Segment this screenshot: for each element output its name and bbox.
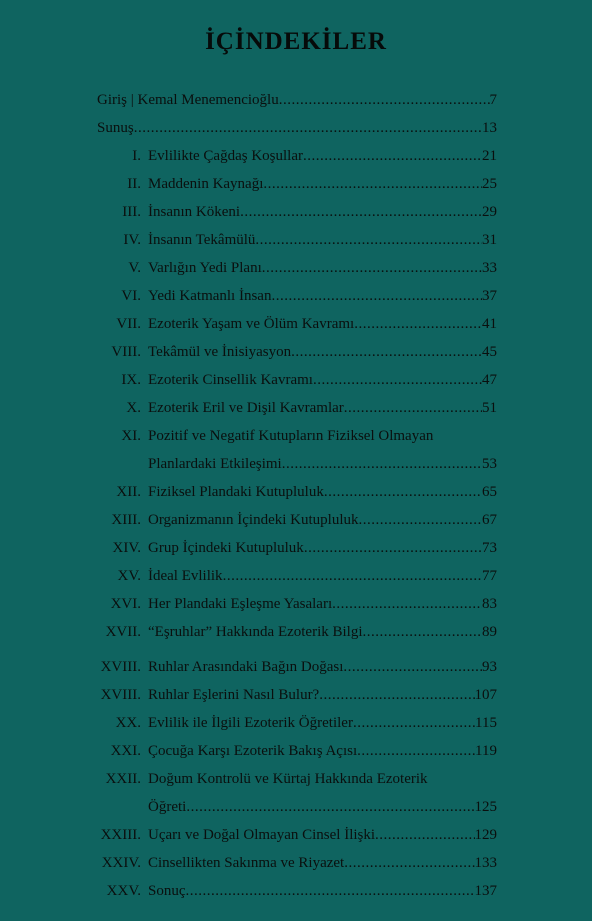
- dot-leader: [186, 793, 474, 821]
- toc-row: [97, 506, 497, 534]
- toc-page-number: 31: [482, 232, 497, 248]
- dot-leader: [291, 338, 482, 366]
- toc-page-number: 119: [475, 743, 497, 759]
- toc-row: [97, 709, 497, 737]
- chapter-numeral: V.: [128, 260, 141, 276]
- toc-row: [97, 478, 497, 506]
- toc-row: [97, 562, 497, 590]
- chapter-numeral: XVI.: [110, 596, 141, 612]
- chapter-numeral: XXII.: [105, 771, 141, 787]
- chapter-numeral: XXIII.: [100, 827, 141, 843]
- table-of-contents: [97, 86, 497, 905]
- chapter-numeral: XXV.: [106, 883, 141, 899]
- toc-entry-title: Ruhlar Arasındaki Bağın Doğası: [148, 659, 344, 675]
- dot-leader: [344, 394, 482, 422]
- toc-row: [97, 114, 497, 142]
- toc-page-number: 7: [489, 92, 497, 108]
- toc-row: [97, 394, 497, 422]
- dot-leader: [262, 254, 482, 282]
- toc-entry-title: Tekâmül ve İnisiyasyon: [148, 344, 292, 360]
- toc-page-number: 25: [482, 176, 497, 192]
- toc-row: [97, 590, 497, 618]
- dot-leader: [263, 170, 482, 198]
- toc-page-number: 67: [482, 512, 497, 528]
- dot-leader: [282, 450, 482, 478]
- toc-entry-title: Çocuğa Karşı Ezoterik Bakış Açısı: [148, 743, 358, 759]
- chapter-numeral: X.: [126, 400, 141, 416]
- chapter-numeral: XX.: [115, 715, 141, 731]
- toc-entry-title: Organizmanın İçindeki Kutupluluk: [148, 512, 359, 528]
- chapter-numeral: II.: [127, 176, 141, 192]
- toc-page-number: 65: [482, 484, 497, 500]
- dot-leader: [271, 282, 482, 310]
- toc-row: [97, 534, 497, 562]
- toc-entry-title: Yedi Katmanlı İnsan: [148, 288, 272, 304]
- toc-page-number: 89: [482, 624, 497, 640]
- dot-leader: [357, 737, 475, 765]
- toc-page-number: 33: [482, 260, 497, 276]
- dot-leader: [324, 478, 482, 506]
- toc-page-number: 45: [482, 344, 497, 360]
- dot-leader: [332, 590, 482, 618]
- toc-page-number: 37: [482, 288, 497, 304]
- dot-leader: [375, 821, 474, 849]
- dot-leader: [134, 114, 482, 142]
- chapter-numeral: XVII.: [105, 624, 141, 640]
- toc-row: [97, 653, 497, 681]
- toc-row: [97, 142, 497, 170]
- dot-leader: [313, 366, 482, 394]
- chapter-numeral: XVIII.: [100, 687, 141, 703]
- toc-page-number: 73: [482, 540, 497, 556]
- chapter-numeral: VII.: [116, 316, 141, 332]
- toc-row: [97, 422, 497, 478]
- toc-row: [97, 86, 497, 114]
- toc-page-number: 93: [482, 659, 497, 675]
- chapter-numeral: IX.: [121, 372, 141, 388]
- toc-entry-title: Fiziksel Plandaki Kutupluluk: [148, 484, 324, 500]
- toc-row: [97, 821, 497, 849]
- toc-page-number: 137: [474, 883, 497, 899]
- dot-leader: [343, 653, 482, 681]
- dot-leader: [359, 506, 482, 534]
- page-title: İÇİNDEKİLER: [205, 28, 387, 55]
- chapter-numeral: I.: [132, 148, 141, 164]
- dot-leader: [353, 709, 475, 737]
- toc-entry-title: Varlığın Yedi Planı: [148, 260, 262, 276]
- dot-leader: [354, 310, 482, 338]
- chapter-numeral: VIII.: [111, 344, 141, 360]
- toc-page-number: 125: [474, 799, 497, 815]
- toc-row: [97, 282, 497, 310]
- toc-entry-title: İdeal Evlilik: [148, 568, 223, 584]
- toc-page-number: 51: [482, 400, 497, 416]
- toc-entry-title: Sunuş: [97, 120, 134, 136]
- toc-entry-title: Ruhlar Eşlerini Nasıl Bulur?: [148, 687, 320, 703]
- toc-page-number: 41: [482, 316, 497, 332]
- chapter-numeral: XXIV.: [101, 855, 141, 871]
- toc-row: [97, 618, 497, 646]
- dot-leader: [223, 562, 482, 590]
- toc-entry-title: İnsanın Kökeni: [148, 204, 241, 220]
- toc-entry-title: Sonuç: [148, 883, 186, 899]
- toc-entry-title: Cinsellikten Sakınma ve Riyazet: [148, 855, 345, 871]
- toc-row: [97, 170, 497, 198]
- toc-entry-title: İnsanın Tekâmülü: [148, 232, 256, 248]
- toc-row: [97, 198, 497, 226]
- toc-entry-title: Giriş | Kemal Menemencioğlu: [97, 92, 279, 108]
- toc-row: [97, 226, 497, 254]
- toc-row: [97, 366, 497, 394]
- chapter-numeral: IV.: [123, 232, 141, 248]
- toc-row: [97, 338, 497, 366]
- toc-entry-title: Her Plandaki Eşleşme Yasaları: [148, 596, 333, 612]
- toc-page-number: 115: [475, 715, 497, 731]
- dot-leader: [304, 534, 482, 562]
- toc-page-number: 83: [482, 596, 497, 612]
- chapter-numeral: XII.: [116, 484, 141, 500]
- dot-leader: [255, 226, 482, 254]
- toc-row: [97, 254, 497, 282]
- chapter-numeral: XXI.: [110, 743, 141, 759]
- toc-page-number: 13: [482, 120, 497, 136]
- toc-entry-title: Grup İçindeki Kutupluluk: [148, 540, 304, 556]
- chapter-numeral: VI.: [121, 288, 141, 304]
- toc-entry-title: Evlilik ile İlgili Ezoterik Öğretiler: [148, 715, 353, 731]
- chapter-numeral: XIII.: [111, 512, 141, 528]
- toc-entry-title: Evlilikte Çağdaş Koşullar: [148, 148, 303, 164]
- chapter-numeral: XI.: [121, 428, 141, 444]
- toc-page-number: 133: [474, 855, 497, 871]
- toc-row: [97, 849, 497, 877]
- dot-leader: [344, 849, 474, 877]
- toc-page-number: 53: [482, 456, 497, 472]
- toc-entry-title: Ezoterik Yaşam ve Ölüm Kavramı: [148, 316, 355, 332]
- toc-entry-title: “Eşruhlar” Hakkında Ezoterik Bilgi: [148, 624, 363, 640]
- toc-row: [97, 310, 497, 338]
- dot-leader: [240, 198, 482, 226]
- toc-entry-title: Uçarı ve Doğal Olmayan Cinsel İlişki: [148, 827, 376, 843]
- toc-entry-title: Ezoterik Eril ve Dişil Kavramlar: [148, 400, 344, 416]
- toc-page-number: 21: [482, 148, 497, 164]
- toc-page-number: 29: [482, 204, 497, 220]
- dot-leader: [279, 86, 490, 114]
- toc-page-number: 77: [482, 568, 497, 584]
- toc-entry-title: Planlardaki Etkileşimi: [148, 456, 282, 472]
- dot-leader: [319, 681, 474, 709]
- toc-entry-title-line1: Doğum Kontrolü ve Kürtaj Hakkında Ezoterik: [148, 771, 428, 787]
- toc-row: [97, 681, 497, 709]
- dot-leader: [303, 142, 482, 170]
- chapter-numeral: XV.: [117, 568, 141, 584]
- chapter-numeral: XIV.: [112, 540, 141, 556]
- toc-page-number: 129: [474, 827, 497, 843]
- chapter-numeral: III.: [122, 204, 141, 220]
- toc-entry-title: Ezoterik Cinsellik Kavramı: [148, 372, 313, 388]
- toc-page-number: 107: [474, 687, 497, 703]
- dot-leader: [186, 877, 475, 905]
- toc-entry-title-line1: Pozitif ve Negatif Kutupların Fiziksel Olmayan: [148, 428, 434, 444]
- toc-row: [97, 737, 497, 765]
- dot-leader: [363, 618, 482, 646]
- toc-row: [97, 765, 497, 821]
- toc-entry-title: Maddenin Kaynağı: [148, 176, 264, 192]
- toc-page-number: 47: [482, 372, 497, 388]
- toc-row: [97, 877, 497, 905]
- toc-entry-title: Öğreti: [148, 799, 187, 815]
- chapter-numeral: XVIII.: [100, 659, 141, 675]
